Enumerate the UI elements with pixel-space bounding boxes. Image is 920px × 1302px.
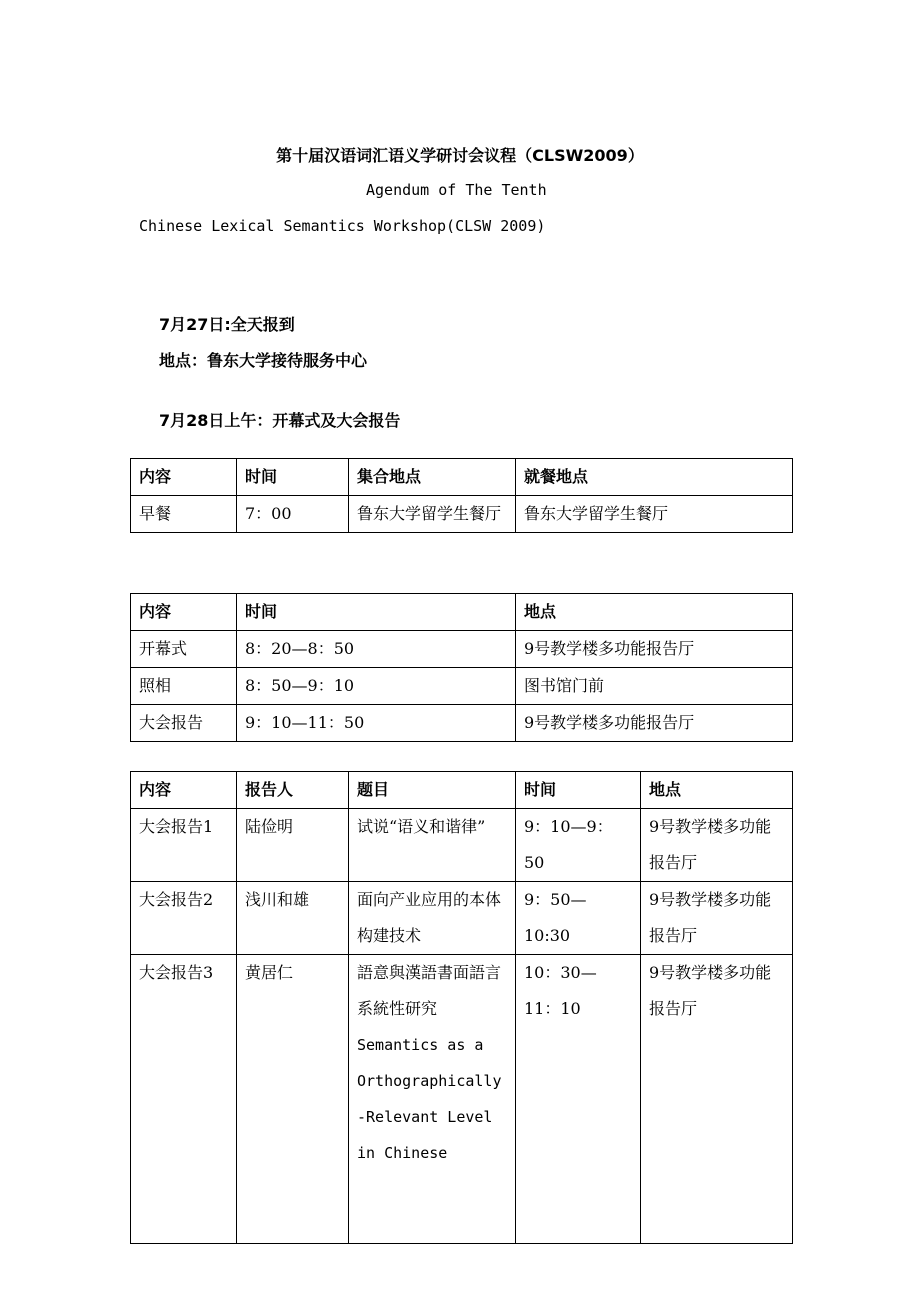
table-cell: 黄居仁 bbox=[237, 955, 349, 1244]
table-cell: 大会报告 bbox=[131, 705, 237, 742]
table-header-cell: 时间 bbox=[237, 459, 349, 496]
table-cell: 9：10—11：50 bbox=[237, 705, 516, 742]
table-header-cell: 报告人 bbox=[237, 772, 349, 809]
table-cell: 大会报告3 bbox=[131, 955, 237, 1244]
table-row bbox=[131, 668, 793, 705]
registration-location: 地点：鲁东大学接待服务中心 bbox=[159, 351, 368, 370]
table-header-cell: 时间 bbox=[237, 594, 516, 631]
document-title: 第十届汉语词汇语义学研讨会议程（CLSW2009） bbox=[276, 146, 644, 165]
table-row bbox=[131, 882, 793, 955]
table-cell: 浅川和雄 bbox=[237, 882, 349, 955]
table-cell: 9号教学楼多功能报告厅 bbox=[641, 809, 793, 882]
table-row bbox=[131, 955, 793, 1244]
opening-table bbox=[130, 593, 793, 742]
table-header-cell: 时间 bbox=[516, 772, 641, 809]
table-header-cell: 题目 bbox=[349, 772, 516, 809]
table-header-cell: 内容 bbox=[131, 459, 237, 496]
table-cell: 9：50—10:30 bbox=[516, 882, 641, 955]
table-header-cell: 集合地点 bbox=[349, 459, 516, 496]
table-cell: 照相 bbox=[131, 668, 237, 705]
table-header-row bbox=[131, 772, 793, 809]
table-cell: 试说“语义和谐律” bbox=[349, 809, 516, 882]
table-cell: 鲁东大学留学生餐厅 bbox=[516, 496, 793, 533]
table-cell: 9：10—9：50 bbox=[516, 809, 641, 882]
table-header-cell: 地点 bbox=[641, 772, 793, 809]
table-cell: 9号教学楼多功能报告厅 bbox=[641, 882, 793, 955]
day2-morning-heading: 7月28日上午：开幕式及大会报告 bbox=[159, 411, 401, 430]
table-cell: 大会报告1 bbox=[131, 809, 237, 882]
table-cell: 图书馆门前 bbox=[516, 668, 793, 705]
table-cell: 鲁东大学留学生餐厅 bbox=[349, 496, 516, 533]
english-subtitle-line2: Chinese Lexical Semantics Workshop(CLSW 2009) bbox=[139, 217, 546, 235]
table-row bbox=[131, 631, 793, 668]
table-cell: 8：20—8：50 bbox=[237, 631, 516, 668]
keynote-table bbox=[130, 771, 793, 1244]
talk-title-zh: 語意與漢語書面語言系統性研究 bbox=[357, 963, 502, 1018]
table-cell: 陆俭明 bbox=[237, 809, 349, 882]
table-header-cell: 地点 bbox=[516, 594, 793, 631]
table-cell: 开幕式 bbox=[131, 631, 237, 668]
table-cell: 8：50—9：10 bbox=[237, 668, 516, 705]
english-subtitle-line1: Agendum of The Tenth bbox=[366, 181, 547, 199]
table-row bbox=[131, 809, 793, 882]
table-header-cell: 内容 bbox=[131, 594, 237, 631]
table-cell: 早餐 bbox=[131, 496, 237, 533]
table-cell: 大会报告2 bbox=[131, 882, 237, 955]
table-cell: 7：00 bbox=[237, 496, 349, 533]
table-cell: 9号教学楼多功能报告厅 bbox=[641, 955, 793, 1244]
registration-line: 7月27日:全天报到 bbox=[159, 315, 295, 334]
talk-title-en: Semantics as a Orthographically -Relevant Level in Chinese bbox=[357, 1036, 502, 1162]
table-cell: 面向产业应用的本体构建技术 bbox=[349, 882, 516, 955]
table-cell: 9号教学楼多功能报告厅 bbox=[516, 705, 793, 742]
table-header-row bbox=[131, 594, 793, 631]
table-cell: 9号教学楼多功能报告厅 bbox=[516, 631, 793, 668]
table-header-cell: 内容 bbox=[131, 772, 237, 809]
table-cell: 10：30—11：10 bbox=[516, 955, 641, 1244]
table-cell bbox=[349, 955, 516, 1244]
table-header-row bbox=[131, 459, 793, 496]
table-row bbox=[131, 705, 793, 742]
table-row bbox=[131, 496, 793, 533]
breakfast-table bbox=[130, 458, 793, 533]
table-header-cell: 就餐地点 bbox=[516, 459, 793, 496]
